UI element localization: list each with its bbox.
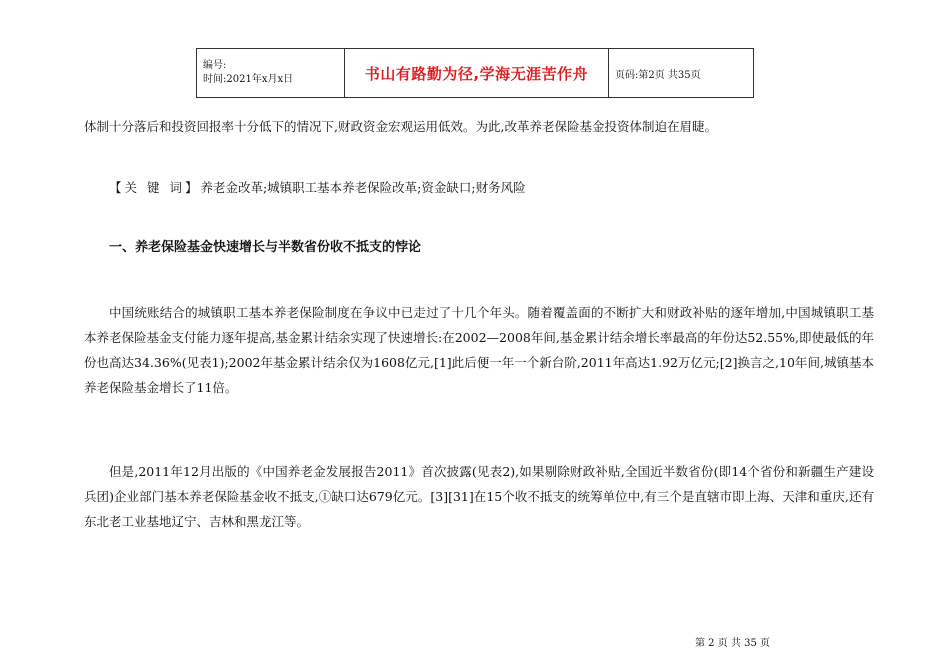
body-paragraph-2: 但是,2011年12月出版的《中国养老金发展报告2011》首次披露(见表2),如果剔除财政补贴,全国近半数省份(即14个省份和新疆生产建设兵团)企业部门基本养老保险基金收不抵支,①缺口达679亿元。[3][31]在15个收不抵支的统筹单位中,有三个是直辖市即上海、天津和重庆,还有东北老工业基地辽宁、吉林和黑龙江等。	[84, 464, 874, 529]
header-motto-cell	[345, 49, 609, 98]
header-table	[196, 48, 754, 98]
intro-paragraph: 体制十分落后和投资回报率十分低下的情况下,财政资金宏观运用低效。为此,改革养老保险基金投资体制迫在眉睫。	[84, 119, 717, 134]
page-label: 页码:第2页 共35页	[615, 69, 701, 81]
number-label: 编号:	[203, 60, 227, 71]
keywords-label: 【关 键 词】	[109, 180, 201, 195]
time-label: 时间:2021年x月x日	[203, 74, 294, 85]
header-meta-cell	[197, 49, 345, 98]
keywords-line	[109, 178, 899, 198]
body-paragraph-1: 中国统账结合的城镇职工基本养老保险制度在争议中已走过了十几个年头。随着覆盖面的不断扩大和财政补贴的逐年增加,中国城镇职工基本养老保险基金支付能力逐年提高,基金累计结余实现了快速增长:在2002—2008年间,基金累计结余增长率最高的年份达52.55%,即使最低的年份也高达34.36%(见表1);2002年基金累计结余仅为1608亿元,[1]此后便一年一个新台阶,2011年高达1.92万亿元;[2]换言之,10年间,城镇基本养老保险基金增长了11倍。	[84, 305, 874, 395]
motto-text: 书山有路勤为径,学海无涯苦作舟	[364, 64, 589, 83]
keywords-text: 养老金改革;城镇职工基本养老保险改革;资金缺口;财务风险	[200, 180, 526, 195]
page-footer: 第 2 页 共 35 页	[695, 638, 770, 649]
header-page-cell	[609, 49, 754, 98]
section-heading: 一、养老保险基金快速增长与半数省份收不抵支的悖论	[109, 240, 422, 255]
